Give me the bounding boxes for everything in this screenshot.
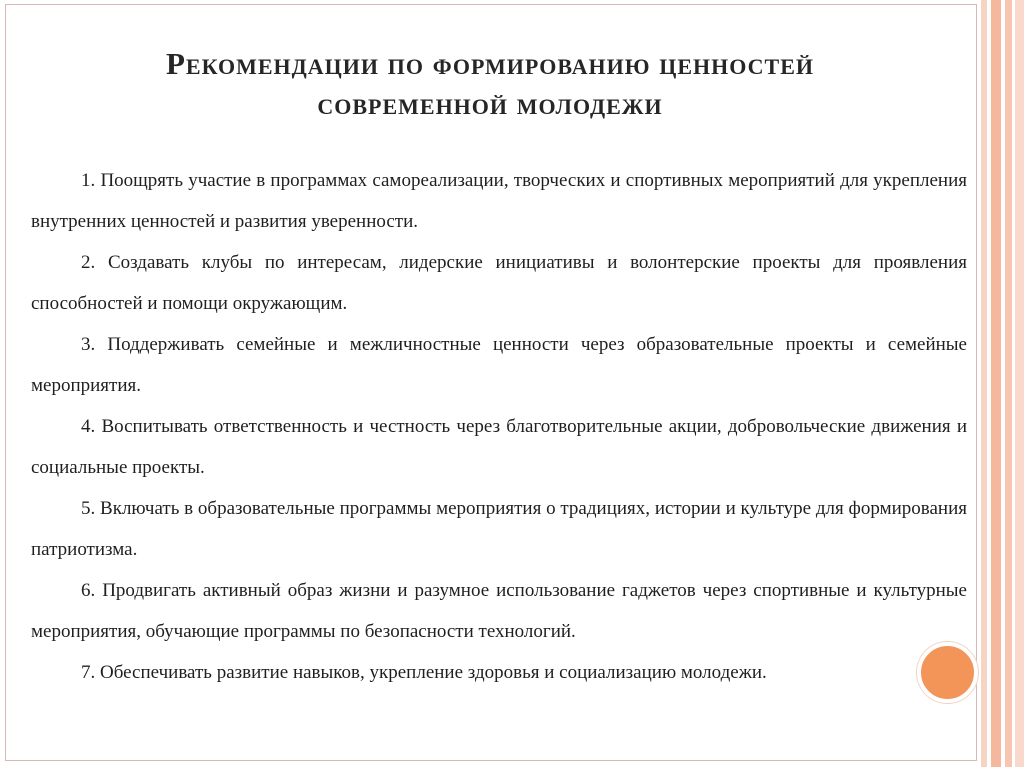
decorative-stripe: [991, 0, 1001, 767]
list-item: 3. Поддерживать семейные и межличностные ценности через образовательные проекты и семейные мероприятия.: [31, 334, 967, 396]
list-item: 6. Продвигать активный образ жизни и разумное использование гаджетов через спортивные и культурные мероприятия, обучающие программы по безопасности технологий.: [31, 580, 967, 642]
title-line-1: Рекомендации по формированию ценностей: [165, 46, 815, 81]
decorative-circle: [917, 642, 978, 703]
decorative-stripe: [1005, 0, 1012, 767]
recommendations-list: [31, 160, 967, 693]
slide-title: [40, 44, 940, 124]
list-item: 4. Воспитывать ответственность и честность через благотворительные акции, добровольческие движения и социальные проекты.: [31, 416, 967, 478]
list-item: 1. Поощрять участие в программах самореализации, творческих и спортивных мероприятий для укрепления внутренних ценностей и развития уверенности.: [31, 170, 967, 232]
list-item: 2. Создавать клубы по интересам, лидерские инициативы и волонтерские проекты для проявления способностей и помощи окружающим.: [31, 252, 967, 314]
list-item: 5. Включать в образовательные программы мероприятия о традициях, истории и культуре для формирования патриотизма.: [31, 498, 967, 560]
decorative-stripe: [1015, 0, 1024, 767]
title-line-2: современной молодежи: [317, 86, 663, 121]
list-item: 7. Обеспечивать развитие навыков, укрепление здоровья и социализацию молодежи.: [81, 662, 767, 683]
